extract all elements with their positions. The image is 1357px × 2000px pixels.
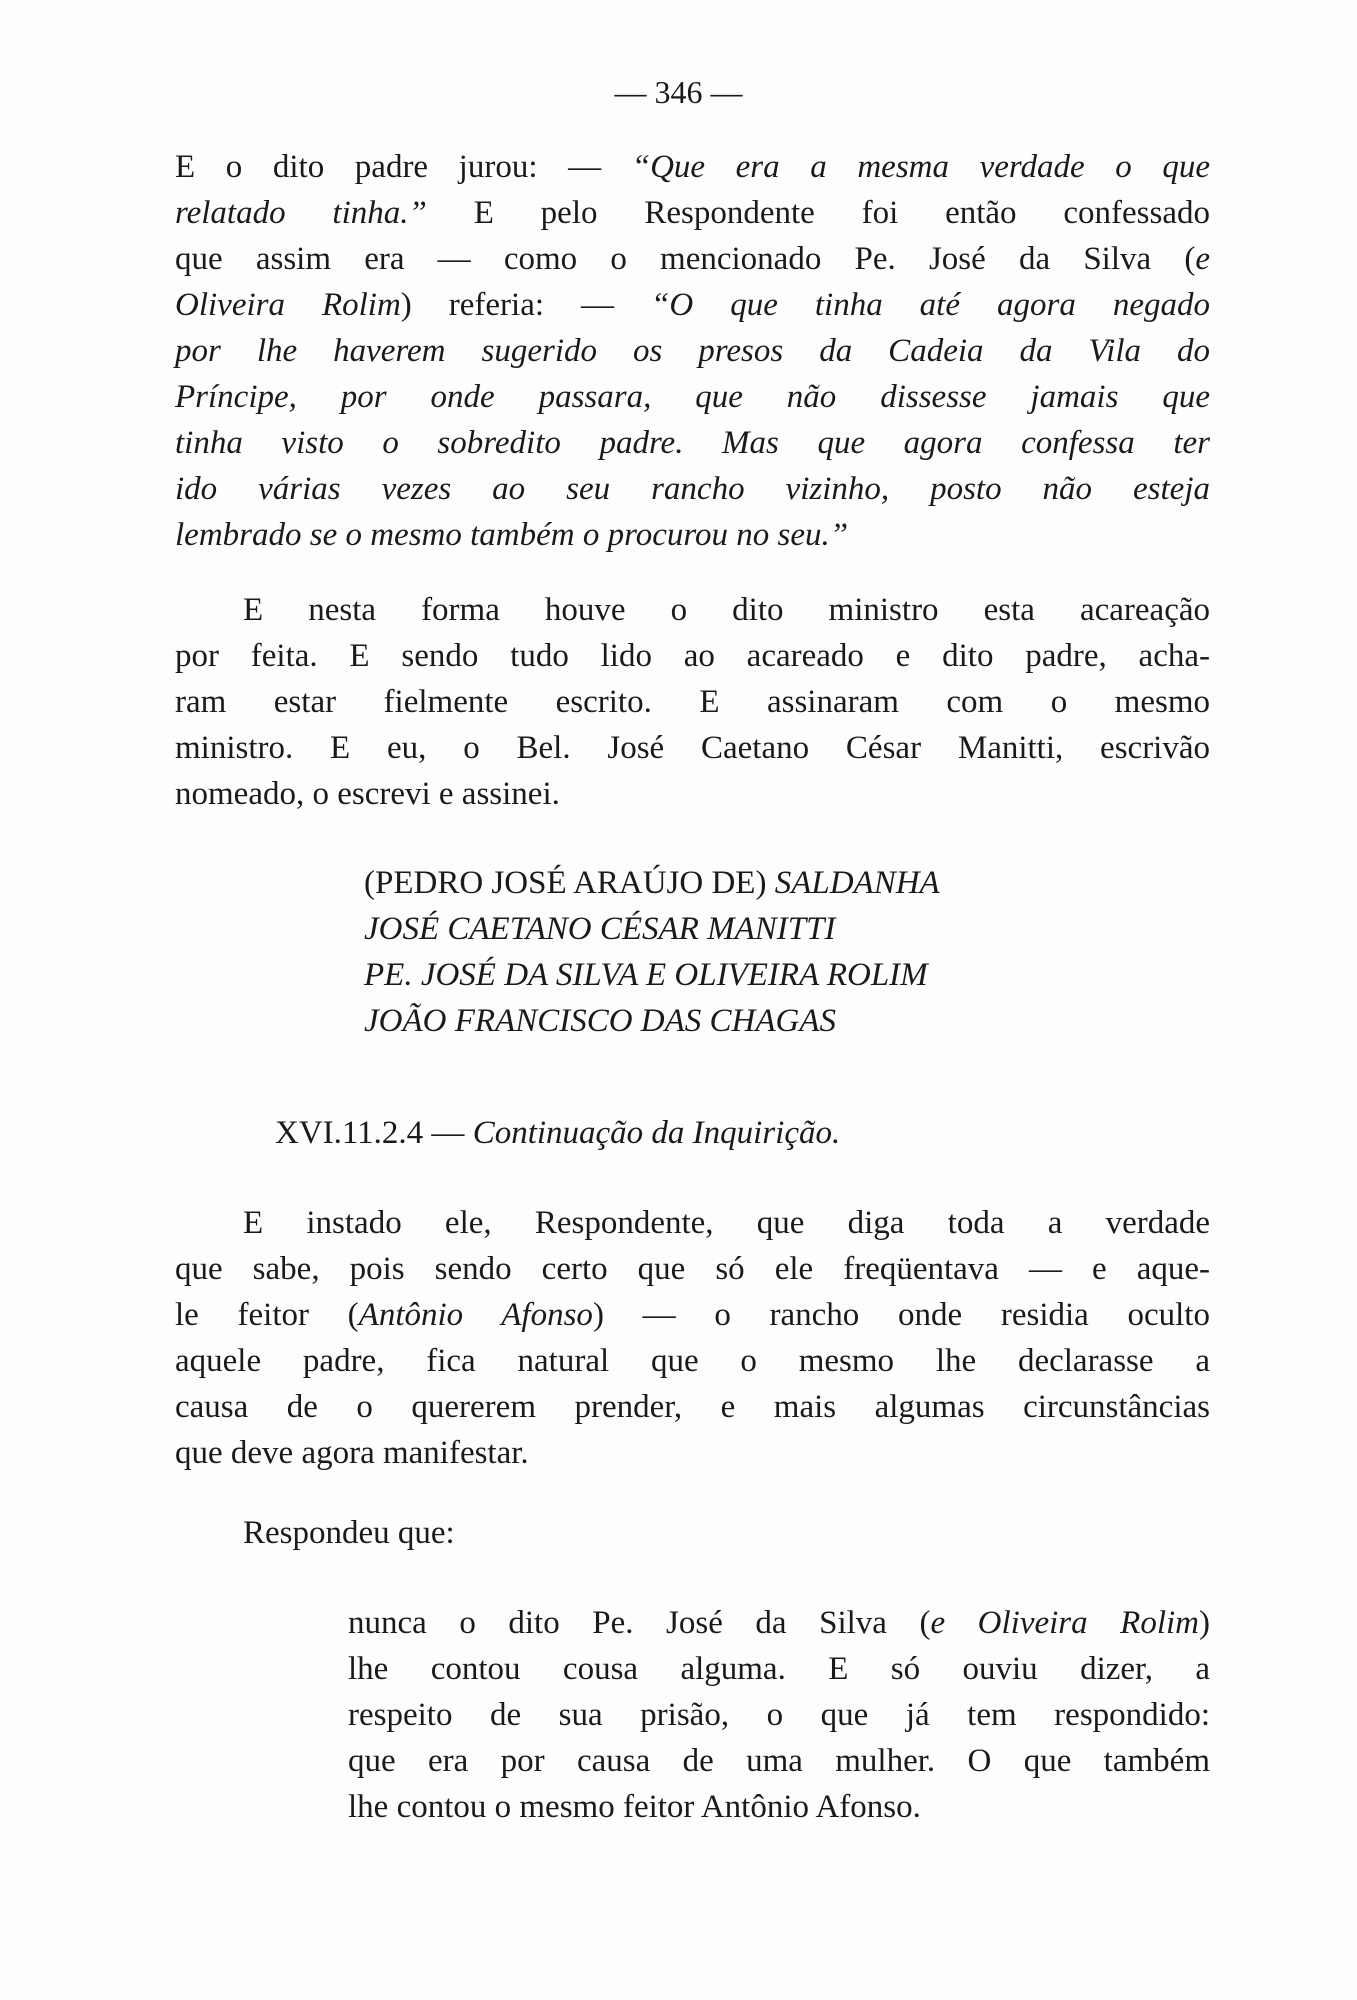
italic-text: Antônio Afonso <box>358 1297 593 1333</box>
signatures <box>364 860 1164 1044</box>
text: causa de o quererem prender, e mais algumas circunstâncias <box>175 1389 1210 1425</box>
text: que sabe, pois sendo certo que só ele freqüentava — e aque- <box>175 1251 1210 1287</box>
italic-text: relatado tinha.” <box>175 195 427 231</box>
text: lhe contou cousa alguma. E só ouviu dizer, a <box>348 1651 1210 1687</box>
section-heading <box>275 1110 1175 1156</box>
text: ) — o rancho onde residia oculto <box>592 1297 1210 1333</box>
italic-text: “O que tinha até agora negado <box>651 287 1210 323</box>
text-line <box>175 144 1210 190</box>
text: nomeado, o escrevi e assinei. <box>175 776 560 812</box>
italic-text: JOSÉ CAETANO CÉSAR MANITTI <box>364 911 836 947</box>
text: que era por causa de uma mulher. O que também <box>348 1743 1210 1779</box>
italic-text: Continuação da Inquirição. <box>472 1115 841 1151</box>
text-line <box>175 466 1210 512</box>
text-line <box>175 1246 1210 1292</box>
text-line <box>175 725 1210 771</box>
text: por feita. E sendo tudo lido ao acareado e dito padre, acha- <box>175 638 1210 674</box>
italic-text: PE. JOSÉ DA SILVA E OLIVEIRA ROLIM <box>364 957 928 993</box>
text-line <box>348 1692 1210 1738</box>
text: le feitor ( <box>175 1297 359 1333</box>
answer-quote <box>348 1600 1210 1830</box>
text-line <box>348 1738 1210 1784</box>
text-line <box>348 1600 1210 1646</box>
italic-text: ido várias vezes ao seu rancho vizinho, posto não esteja <box>175 471 1210 507</box>
text-line <box>364 906 1164 952</box>
italic-text: “Que era a mesma verdade o que <box>631 149 1210 185</box>
text-line <box>175 512 1210 558</box>
text-line <box>348 1646 1210 1692</box>
text: nunca o dito Pe. José da Silva ( <box>348 1605 931 1641</box>
text-line <box>175 374 1210 420</box>
text: lhe contou o mesmo feitor Antônio Afonso. <box>348 1789 921 1825</box>
text-line <box>175 420 1210 466</box>
text: que deve agora manifestar. <box>175 1435 529 1471</box>
text: Respondeu que: <box>243 1515 455 1551</box>
italic-text: Oliveira Rolim <box>175 287 401 323</box>
text: aquele padre, fica natural que o mesmo lhe declarasse a <box>175 1343 1210 1379</box>
text: ministro. E eu, o Bel. José Caetano César Manitti, escrivão <box>175 730 1210 766</box>
text-line <box>175 1384 1210 1430</box>
text-line <box>175 679 1210 725</box>
italic-text: Príncipe, por onde passara, que não dissesse jamais que <box>175 379 1210 415</box>
text-line <box>348 1784 1210 1830</box>
paragraph-1 <box>175 144 1210 558</box>
text-line <box>275 1110 1175 1156</box>
text: ) <box>1199 1605 1210 1641</box>
text: E o dito padre jurou: — <box>175 149 632 185</box>
text: ) referia: — <box>400 287 652 323</box>
text: E pelo Respondente foi então confessado <box>426 195 1211 231</box>
italic-text: tinha visto o sobredito padre. Mas que agora confessa ter <box>175 425 1210 461</box>
text-line <box>364 860 1164 906</box>
answer-intro <box>243 1510 843 1556</box>
italic-text: por lhe haverem sugerido os presos da Cadeia da Vila do <box>175 333 1210 369</box>
text: E instado ele, Respondente, que diga toda a verdade <box>243 1205 1210 1241</box>
text-line <box>175 190 1210 236</box>
italic-text: JOÃO FRANCISCO DAS CHAGAS <box>364 1003 837 1039</box>
text-line <box>364 998 1164 1044</box>
text: E nesta forma houve o dito ministro esta acareação <box>243 592 1210 628</box>
text: que assim era — como o mencionado Pe. José da Silva ( <box>175 241 1196 277</box>
text-line <box>175 1200 1210 1246</box>
text-line <box>175 587 1210 633</box>
page-number: — 346 — <box>614 74 743 110</box>
text: XVI.11.2.4 — <box>275 1115 473 1151</box>
text-line <box>175 328 1210 374</box>
italic-text: e Oliveira Rolim <box>930 1605 1199 1641</box>
paragraph-3 <box>175 1200 1210 1476</box>
text-line <box>243 1510 843 1556</box>
text-line <box>364 952 1164 998</box>
italic-text: SALDANHA <box>774 865 940 901</box>
text: respeito de sua prisão, o que já tem respondido: <box>348 1697 1210 1733</box>
text-line <box>175 1292 1210 1338</box>
text-line <box>175 236 1210 282</box>
text-line <box>175 771 1210 817</box>
text: (PEDRO JOSÉ ARAÚJO DE) <box>364 865 775 901</box>
text-line <box>175 1430 1210 1476</box>
italic-text: e <box>1195 241 1210 277</box>
text-line <box>175 633 1210 679</box>
italic-text: lembrado se o mesmo também o procurou no seu.” <box>175 517 849 553</box>
text-line <box>175 282 1210 328</box>
paragraph-2 <box>175 587 1210 817</box>
text: ram estar fielmente escrito. E assinaram com o mesmo <box>175 684 1210 720</box>
text-line <box>175 1338 1210 1384</box>
